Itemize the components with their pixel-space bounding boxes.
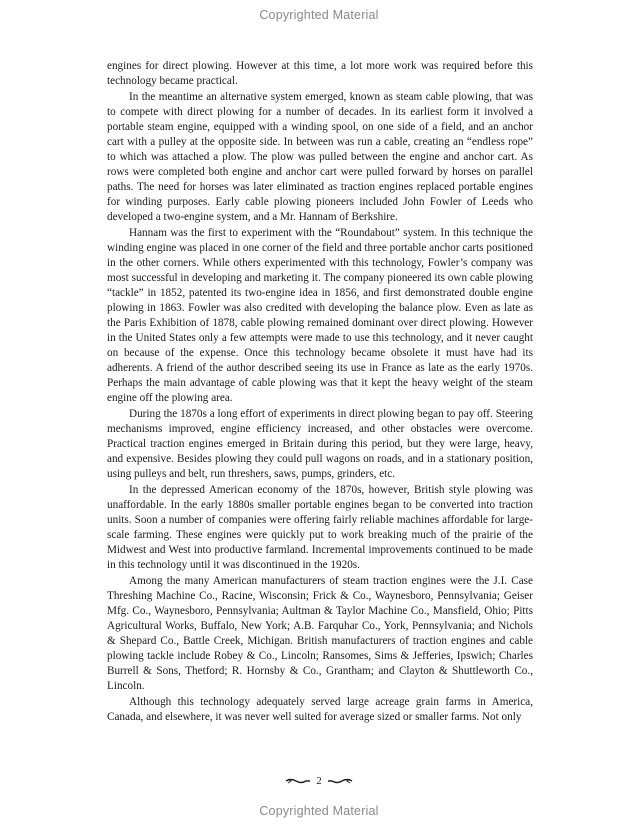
page-folio <box>0 775 638 787</box>
paragraph-2: In the meantime an alternative system emerged, known as steam cable plowing, that was to compete with direct plowing for a number of decades. In its earliest form it involved a portable steam engine, equipped with a winding spool, on one side of a field, and an anchor cart with a pulley at the opposite side. In between was run a cable, creating an “endless rope” to which was attached a plow. The plow was pulled between the engine and anchor cart. As rows were completed both engine and anchor cart were pulled forward by horses on parallel paths. The need for horses was later eliminated as traction engines replaced portable engines for winding purposes. Early cable plowing pioneers included John Fowler of Leeds who developed a two-engine system, and a Mr. Hannam of Berkshire. <box>107 90 533 224</box>
folio-ornament-right-icon <box>327 777 353 785</box>
paragraph-4: During the 1870s a long effort of experiments in direct plowing began to pay off. Steering mechanisms improved, engine efficiency increased, and other obstacles were overcome. Practical traction engines emerged in Britain during this period, but they were large, heavy, and expensive. Besides plowing they could pull wagons on roads, and in a stationary position, using pulleys and belt, run threshers, saws, pumps, grinders, etc. <box>107 407 533 481</box>
watermark-top: Copyrighted Material <box>259 8 379 22</box>
paragraph-3: Hannam was the first to experiment with the “Roundabout” system. In this technique the winding engine was placed in one corner of the field and three portable anchor carts positioned in the other corners. While others experimented with this technology, Fowler’s company was most successful in developing and marketing it. The company pioneered its own cable plowing “tackle” in 1852, patented its two-engine idea in 1856, and first demonstrated double engine plowing in 1863. Fowler was also credited with developing the balance plow. Even as late as the Paris Exhibition of 1878, cable plowing remained dominant over direct plowing. However in the United States only a few attempts were made to use this technology, and it never caught on because of the expense. Once this technology became obsolete it must have had its adherents. A friend of the author described seeing its use in France as late as the early 1970s. Perhaps the main advantage of cable plowing was that it kept the heavy weight of the steam engine off the plowing area. <box>107 226 533 405</box>
folio-ornament-left-icon <box>285 777 311 785</box>
paragraph-5: In the depressed American economy of the 1870s, however, British style plowing was unaffordable. In the early 1880s smaller portable engines began to be converted into traction units. Soon a number of companies were offering fairly reliable machines affordable for large-scale farming. These engines were quickly put to work breaking much of the prairie of the Midwest and West into productive farmland. Incremental improvements continued to be made in this technology until it was discontinued in the 1920s. <box>107 483 533 571</box>
page-body <box>107 59 533 725</box>
paragraph-7: Although this technology adequately served large acreage grain farms in America, Canada, and elsewhere, it was never well suited for average sized or smaller farms. Not only <box>107 695 533 723</box>
paragraph-6: Among the many American manufacturers of steam traction engines were the J.I. Case Threshing Machine Co., Racine, Wisconsin; Frick & Co., Waynesboro, Pennsylvania; Geiser Mfg. Co., Waynesboro, Pennsylvania; Aultman & Taylor Machine Co., Mansfield, Ohio; Pitts Agricultural Works, Buffalo, New York; A.B. Farquhar Co., York, Pennsylvania; and Nichols & Shepard Co., Battle Creek, Michigan. British manufacturers of traction engines and cable plowing tackle include Robey & Co., Lincoln; Ransomes, Sims & Jefferies, Ipswich; Charles Burrell & Sons, Thetford; R. Hornsby & Co., Grantham; and Clayton & Shuttleworth Co., Lincoln. <box>107 574 533 692</box>
page-number: 2 <box>316 775 322 787</box>
watermark-bottom: Copyrighted Material <box>259 804 379 818</box>
paragraph-1: engines for direct plowing. However at this time, a lot more work was required before this technology became practical. <box>107 60 533 88</box>
